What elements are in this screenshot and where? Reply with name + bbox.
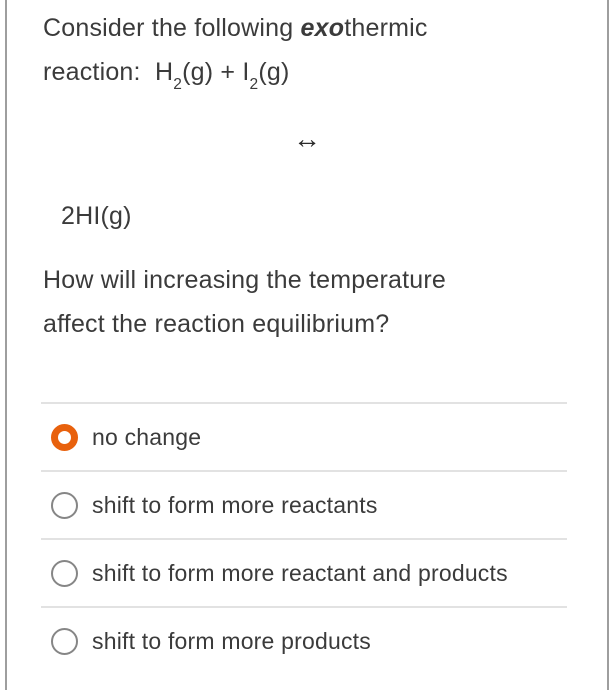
question-card xyxy=(5,0,609,690)
option-row-more-reactant-and-products[interactable] xyxy=(7,540,607,606)
question-text xyxy=(7,0,607,94)
option-label: no change xyxy=(92,423,202,450)
option-label: shift to form more products xyxy=(92,627,371,654)
radio-button-icon[interactable] xyxy=(51,492,78,519)
prompt-line-2: affect the reaction equilibrium? xyxy=(43,310,390,338)
formula-i-subscript: 2 xyxy=(249,75,259,93)
question-intro-rest: thermic xyxy=(344,14,428,42)
formula-h-subscript: 2 xyxy=(173,75,183,93)
radio-button-icon[interactable] xyxy=(51,424,78,451)
formula-middle: (g) + I xyxy=(182,58,250,86)
radio-button-icon[interactable] xyxy=(51,560,78,587)
option-label: shift to form more reactant and products xyxy=(92,559,508,586)
question-line-1 xyxy=(43,6,577,50)
prompt-line-1: How will increasing the temperature xyxy=(43,266,447,294)
formula-h: H xyxy=(154,58,174,86)
radio-button-icon[interactable] xyxy=(51,628,78,655)
option-row-more-reactants[interactable] xyxy=(7,472,607,538)
option-row-no-change[interactable] xyxy=(7,404,607,470)
question-line-2 xyxy=(43,50,577,94)
product-side-formula: 2HI(g) xyxy=(61,202,132,230)
option-label: shift to form more reactants xyxy=(92,491,378,518)
formula-end: (g) xyxy=(258,58,290,86)
question-intro: Consider the following xyxy=(43,14,301,42)
answer-options-list xyxy=(7,402,607,674)
option-row-more-products[interactable] xyxy=(7,608,607,674)
question-prompt xyxy=(7,258,607,346)
equilibrium-arrow-icon: ↔ xyxy=(293,123,321,154)
question-intro-emphasis: exo xyxy=(300,14,345,42)
reaction-word: reaction: xyxy=(43,58,155,86)
